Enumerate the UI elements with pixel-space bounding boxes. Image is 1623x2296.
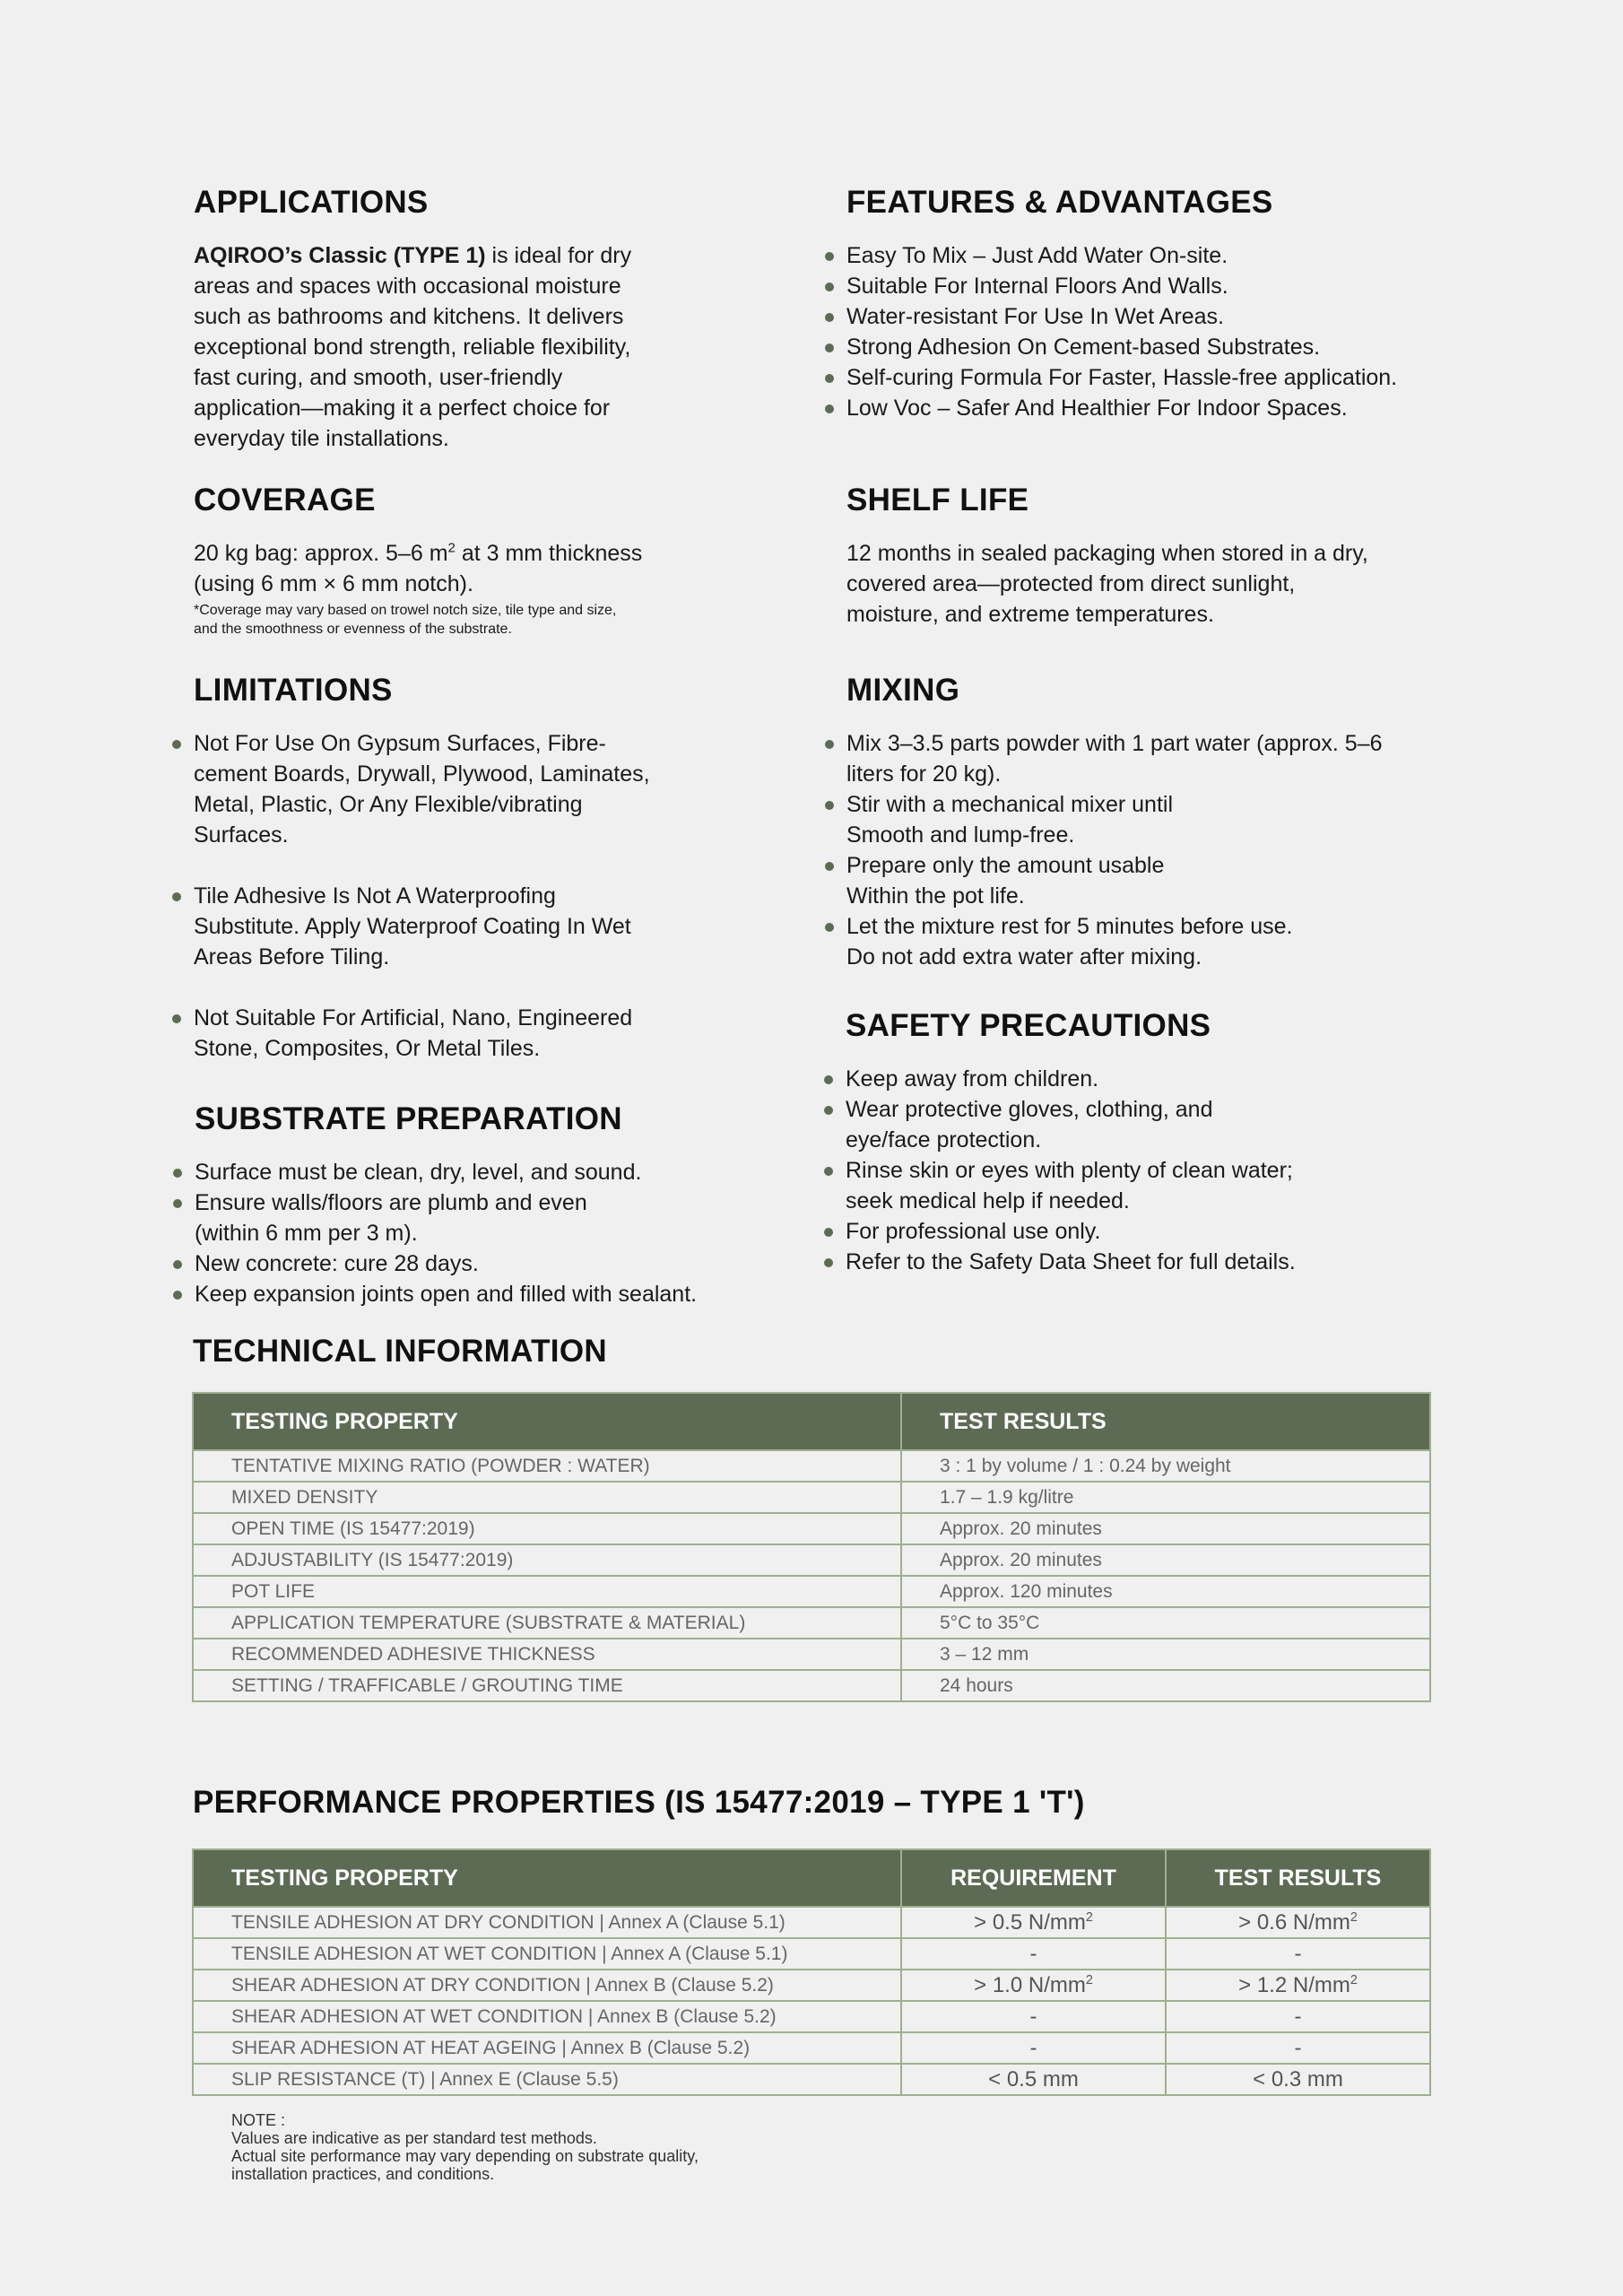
list-item: Stir with a mechanical mixer until Smooth and lump-free. bbox=[846, 789, 1474, 850]
table-row bbox=[193, 1513, 1430, 1544]
footnote-line: and the smoothness or evenness of the substrate. bbox=[194, 622, 512, 637]
result-cell: - bbox=[1166, 2032, 1430, 2064]
safety-list bbox=[846, 1064, 1473, 1277]
table-cell: RECOMMENDED ADHESIVE THICKNESS bbox=[193, 1639, 901, 1670]
requirement-cell: < 0.5 mm bbox=[901, 2064, 1166, 2095]
coverage-section bbox=[194, 483, 750, 639]
shelf-life-text bbox=[846, 538, 1474, 630]
shelf-life-section bbox=[846, 483, 1474, 630]
mixing-section bbox=[846, 673, 1474, 972]
list-item: For professional use only. bbox=[846, 1216, 1473, 1247]
applications-section bbox=[194, 185, 696, 454]
list-item: Ensure walls/floors are plumb and even (within 6 mm per 3 m). bbox=[195, 1187, 768, 1248]
applications-line: is ideal for dry bbox=[485, 243, 632, 268]
technical-table bbox=[192, 1392, 1431, 1702]
table-cell: SHEAR ADHESION AT DRY CONDITION | Annex B (Clause 5.2) bbox=[193, 1970, 901, 2001]
list-item: Mix 3–3.5 parts powder with 1 part water (approx. 5–6 liters for 20 kg). bbox=[846, 728, 1474, 789]
note-block bbox=[231, 2111, 699, 2183]
safety-heading: SAFETY PRECAUTIONS bbox=[846, 1008, 1211, 1043]
shelf-life-line: 12 months in sealed packaging when stored in a dry, bbox=[846, 541, 1368, 566]
column-header: TESTING PROPERTY bbox=[193, 1849, 901, 1907]
substrate-section bbox=[195, 1101, 768, 1309]
table-row bbox=[193, 1482, 1430, 1513]
table-row bbox=[193, 1907, 1430, 1938]
technical-heading: TECHNICAL INFORMATION bbox=[193, 1334, 607, 1369]
coverage-heading: COVERAGE bbox=[194, 483, 376, 517]
list-item: Not For Use On Gypsum Surfaces, Fibre- cement Boards, Drywall, Plywood, Laminates, Metal, Plastic, Or Any Flexible/vibrating Surfaces. bbox=[194, 728, 732, 850]
list-item: Prepare only the amount usable Within the pot life. bbox=[846, 850, 1474, 911]
coverage-line: 20 kg bag: approx. 5–6 m bbox=[194, 541, 448, 566]
table-header-row bbox=[193, 1849, 1430, 1907]
table-cell: Approx. 20 minutes bbox=[901, 1513, 1430, 1544]
table-cell: SLIP RESISTANCE (T) | Annex E (Clause 5.5) bbox=[193, 2064, 901, 2095]
table-cell: APPLICATION TEMPERATURE (SUBSTRATE & MATERIAL) bbox=[193, 1607, 901, 1639]
table-cell: POT LIFE bbox=[193, 1576, 901, 1607]
table-row bbox=[193, 2064, 1430, 2095]
note-line: installation practices, and conditions. bbox=[231, 2165, 495, 2183]
result-cell: - bbox=[1166, 1938, 1430, 1970]
substrate-list bbox=[195, 1157, 768, 1309]
list-item: Rinse skin or eyes with plenty of clean water; seek medical help if needed. bbox=[846, 1155, 1473, 1216]
table-cell: TENSILE ADHESION AT DRY CONDITION | Annex A (Clause 5.1) bbox=[193, 1907, 901, 1938]
applications-line: application—making it a perfect choice for bbox=[194, 396, 611, 421]
requirement-cell: - bbox=[901, 2001, 1166, 2032]
list-item: Keep away from children. bbox=[846, 1064, 1473, 1094]
applications-line: fast curing, and smooth, user-friendly bbox=[194, 365, 563, 390]
table-row bbox=[193, 1450, 1430, 1482]
table-cell: SHEAR ADHESION AT WET CONDITION | Annex B (Clause 5.2) bbox=[193, 2001, 901, 2032]
table-row bbox=[193, 2001, 1430, 2032]
list-item: Strong Adhesion On Cement-based Substrates. bbox=[846, 332, 1492, 362]
list-item: Wear protective gloves, clothing, and eye/face protection. bbox=[846, 1094, 1473, 1155]
features-section bbox=[846, 185, 1492, 423]
list-item: Self-curing Formula For Faster, Hassle-free application. bbox=[846, 362, 1492, 393]
limitations-heading: LIMITATIONS bbox=[194, 673, 393, 708]
performance-table bbox=[192, 1848, 1431, 2096]
column-header: TEST RESULTS bbox=[901, 1393, 1430, 1450]
table-cell: MIXED DENSITY bbox=[193, 1482, 901, 1513]
table-cell: ADJUSTABILITY (IS 15477:2019) bbox=[193, 1544, 901, 1576]
column-header: TEST RESULTS bbox=[1166, 1849, 1430, 1907]
list-item: Refer to the Safety Data Sheet for full details. bbox=[846, 1247, 1473, 1277]
table-row bbox=[193, 1544, 1430, 1576]
list-item: Let the mixture rest for 5 minutes before use. Do not add extra water after mixing. bbox=[846, 911, 1474, 972]
requirement-cell: > 1.0 $N/mm^2$ bbox=[901, 1970, 1166, 2001]
result-cell: > 0.6 $N/mm^2$ bbox=[1166, 1907, 1430, 1938]
list-item: Low Voc – Safer And Healthier For Indoor Spaces. bbox=[846, 393, 1492, 423]
applications-line: areas and spaces with occasional moisture bbox=[194, 274, 621, 299]
mixing-heading: MIXING bbox=[846, 673, 960, 708]
list-item: Keep expansion joints open and filled with sealant. bbox=[195, 1279, 768, 1309]
limitations-list bbox=[194, 728, 732, 1064]
coverage-line: (using 6 mm × 6 mm notch). bbox=[194, 571, 473, 596]
list-item: Easy To Mix – Just Add Water On-site. bbox=[846, 240, 1492, 271]
applications-heading: APPLICATIONS bbox=[194, 185, 429, 220]
table-row bbox=[193, 1938, 1430, 1970]
note-line: Values are indicative as per standard test methods. bbox=[231, 2129, 597, 2147]
coverage-footnote bbox=[194, 601, 750, 639]
result-cell: < 0.3 mm bbox=[1166, 2064, 1430, 2095]
list-item: Not Suitable For Artificial, Nano, Engineered Stone, Composites, Or Metal Tiles. bbox=[194, 1003, 732, 1064]
safety-section bbox=[846, 1008, 1473, 1277]
table-cell: SETTING / TRAFFICABLE / GROUTING TIME bbox=[193, 1670, 901, 1701]
table-cell: 5°C to 35°C bbox=[901, 1607, 1430, 1639]
table-cell: 3 – 12 mm bbox=[901, 1639, 1430, 1670]
coverage-line: at 3 mm thickness bbox=[455, 541, 643, 566]
applications-line: such as bathrooms and kitchens. It delivers bbox=[194, 304, 624, 329]
table-cell: TENSILE ADHESION AT WET CONDITION | Annex A (Clause 5.1) bbox=[193, 1938, 901, 1970]
applications-line: exceptional bond strength, reliable flexibility, bbox=[194, 335, 631, 360]
limitations-section bbox=[194, 673, 732, 1064]
shelf-life-heading: SHELF LIFE bbox=[846, 483, 1029, 517]
result-cell: - bbox=[1166, 2001, 1430, 2032]
coverage-text bbox=[194, 538, 750, 599]
table-row bbox=[193, 1670, 1430, 1701]
table-row bbox=[193, 2032, 1430, 2064]
requirement-cell: - bbox=[901, 2032, 1166, 2064]
table-cell: Approx. 120 minutes bbox=[901, 1576, 1430, 1607]
list-item: Surface must be clean, dry, level, and sound. bbox=[195, 1157, 768, 1187]
superscript: 2 bbox=[447, 540, 456, 556]
features-list bbox=[846, 240, 1492, 423]
table-cell: TENTATIVE MIXING RATIO (POWDER : WATER) bbox=[193, 1450, 901, 1482]
list-item: Suitable For Internal Floors And Walls. bbox=[846, 271, 1492, 301]
table-cell: 3 : 1 by volume / 1 : 0.24 by weight bbox=[901, 1450, 1430, 1482]
shelf-life-line: moisture, and extreme temperatures. bbox=[846, 602, 1214, 627]
table-row bbox=[193, 1639, 1430, 1670]
mixing-list bbox=[846, 728, 1474, 972]
note-line: NOTE : bbox=[231, 2111, 286, 2129]
table-cell: 24 hours bbox=[901, 1670, 1430, 1701]
applications-line: everyday tile installations. bbox=[194, 426, 449, 451]
table-row bbox=[193, 1970, 1430, 2001]
list-item: New concrete: cure 28 days. bbox=[195, 1248, 768, 1279]
note-line: Actual site performance may vary depending on substrate quality, bbox=[231, 2147, 699, 2165]
shelf-life-line: covered area—protected from direct sunlight, bbox=[846, 571, 1296, 596]
column-header: TESTING PROPERTY bbox=[193, 1393, 901, 1450]
table-row bbox=[193, 1607, 1430, 1639]
table-cell: Approx. 20 minutes bbox=[901, 1544, 1430, 1576]
features-heading: FEATURES & ADVANTAGES bbox=[846, 185, 1273, 220]
applications-text bbox=[194, 240, 696, 454]
product-name: AQIROO’s Classic (TYPE 1) bbox=[194, 243, 486, 268]
list-item: Water-resistant For Use In Wet Areas. bbox=[846, 301, 1492, 332]
footnote-line: *Coverage may vary based on trowel notch size, tile type and size, bbox=[194, 603, 617, 618]
column-header: REQUIREMENT bbox=[901, 1849, 1166, 1907]
performance-heading: PERFORMANCE PROPERTIES (IS 15477:2019 – TYPE 1 'T') bbox=[193, 1785, 1085, 1820]
requirement-cell: - bbox=[901, 1938, 1166, 1970]
result-cell: > 1.2 $N/mm^2$ bbox=[1166, 1970, 1430, 2001]
substrate-heading: SUBSTRATE PREPARATION bbox=[195, 1101, 622, 1136]
table-row bbox=[193, 1576, 1430, 1607]
table-cell: 1.7 – 1.9 kg/litre bbox=[901, 1482, 1430, 1513]
table-cell: OPEN TIME (IS 15477:2019) bbox=[193, 1513, 901, 1544]
requirement-cell: > 0.5 $N/mm^2$ bbox=[901, 1907, 1166, 1938]
table-cell: SHEAR ADHESION AT HEAT AGEING | Annex B (Clause 5.2) bbox=[193, 2032, 901, 2064]
table-header-row bbox=[193, 1393, 1430, 1450]
list-item: Tile Adhesive Is Not A Waterproofing Substitute. Apply Waterproof Coating In Wet Areas Before Tiling. bbox=[194, 881, 732, 972]
